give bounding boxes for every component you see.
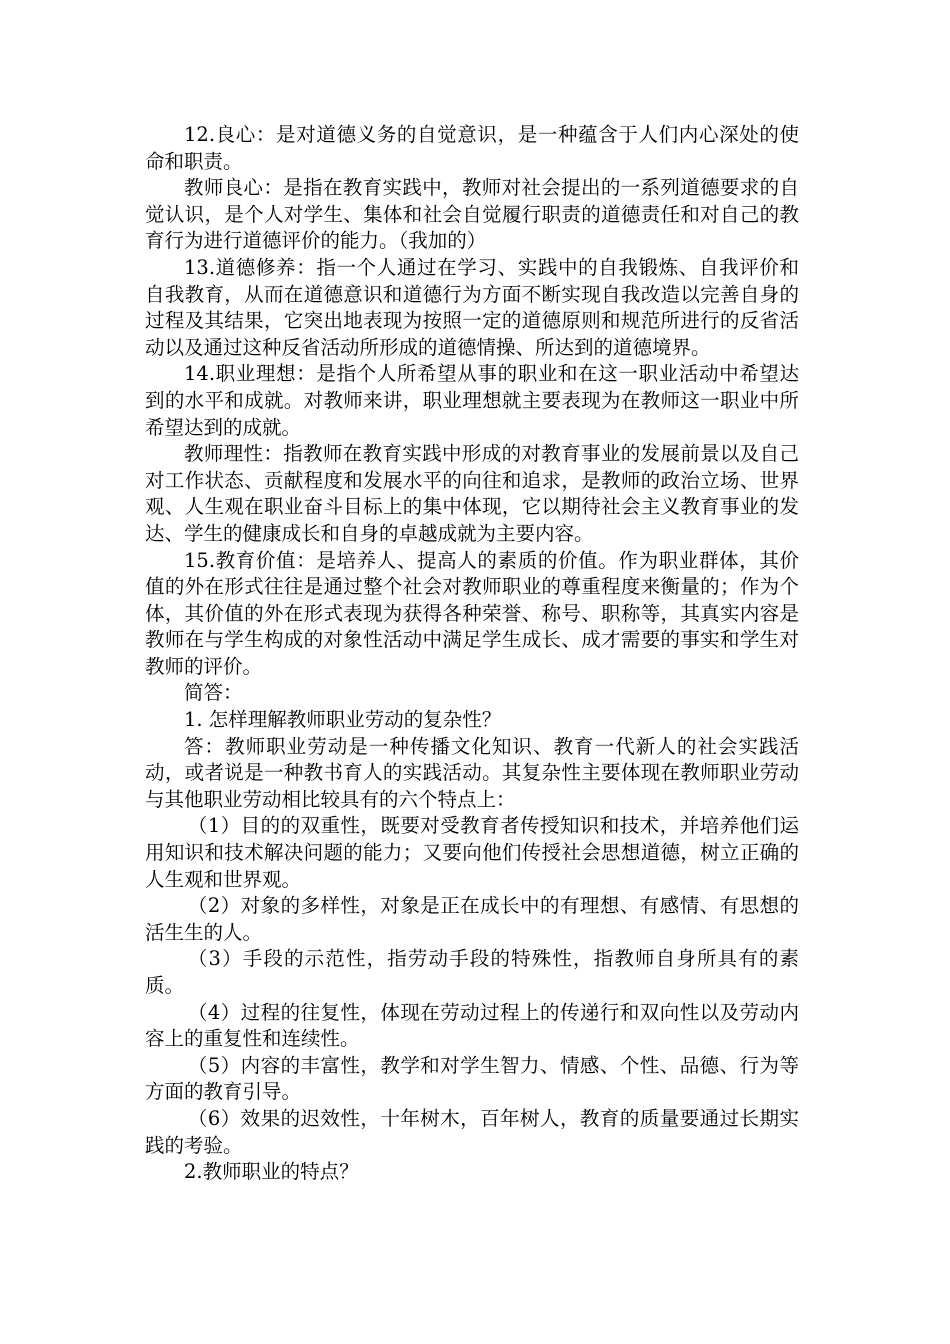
question-2: 2.教师职业的特点？	[184, 1160, 359, 1184]
definition-teacher-conscience: 教师良心：是指在教育实践中，教师对社会提出的一系列道德要求的自觉认识，是个人对学生、集体和社会自觉履行职责的道德责任和对自己的教育行为进行道德评价的能力。（我加的）	[145, 176, 799, 253]
definition-career-ideal: 14.职业理想：是指个人所希望从事的职业和在这一职业活动中希望达到的水平和成就。对教师来讲，职业理想就主要表现为在教师这一职业中所希望达到的成就。	[145, 362, 799, 439]
answer-1-point-1: （1）目的的双重性，既要对受教育者传授知识和技术，并培养他们运用知识和技术解决问题的能力；又要向他们传授社会思想道德，树立正确的人生观和世界观。	[145, 814, 799, 891]
document-body	[145, 122, 799, 1186]
answer-1-point-2: （2）对象的多样性，对象是正在成长中的有理想、有感情、有思想的活生生的人。	[145, 894, 799, 944]
answer-1-point-5: （5）内容的丰富性，教学和对学生智力、情感、个性、品德、行为等方面的教育引导。	[145, 1053, 799, 1104]
section-heading-short-answer: 简答：	[184, 681, 243, 705]
definition-conscience: 12.良心：是对道德义务的自觉意识，是一种蕴含于人们内心深处的使命和职责。	[145, 123, 799, 173]
answer-1-point-4: （4）过程的往复性，体现在劳动过程上的传递行和双向性以及劳动内容上的重复性和连续性。	[145, 1000, 799, 1051]
definition-teacher-rationality: 教师理性：指教师在教育实践中形成的对教育事业的发展前景以及自己对工作状态、贡献程度和发展水平的向往和追求，是教师的政治立场、世界观、人生观在职业奋斗目标上的集中体现，它以期待社会主义教育事业的发达、学生的健康成长和自身的卓越成就为主要内容。	[145, 442, 799, 545]
answer-1-point-6: （6）效果的迟效性，十年树木，百年树人，教育的质量要通过长期实践的考验。	[145, 1106, 799, 1157]
definition-moral-cultivation: 13.道德修养：指一个人通过在学习、实践中的自我锻炼、自我评价和自我教育，从而在道德意识和道德行为方面不断实现自我改造以完善自身的过程及其结果，它突出地表现为按照一定的道德原则和规范所进行的反省活动以及通过这种反省活动所形成的道德情操、所达到的道德境界。	[145, 255, 799, 359]
answer-1-intro: 答：教师职业劳动是一种传播文化知识、教育一代新人的社会实践活动，或者说是一种教书育人的实践活动。其复杂性主要体现在教师职业劳动与其他职业劳动相比较具有的六个特点上：	[145, 734, 799, 811]
question-1: 1. 怎样理解教师职业劳动的复杂性？	[184, 708, 502, 732]
definition-education-value: 15.教育价值：是培养人、提高人的素质的价值。作为职业群体，其价值的外在形式往往是通过整个社会对教师职业的尊重程度来衡量的；作为个体，其价值的外在形式表现为获得各种荣誉、称号、职称等，其真实内容是教师在与学生构成的对象性活动中满足学生成长、成才需要的事实和学生对教师的评价。	[145, 548, 799, 678]
answer-1-point-3: （3）手段的示范性，指劳动手段的特殊性，指教师自身所具有的素质。	[145, 947, 799, 997]
